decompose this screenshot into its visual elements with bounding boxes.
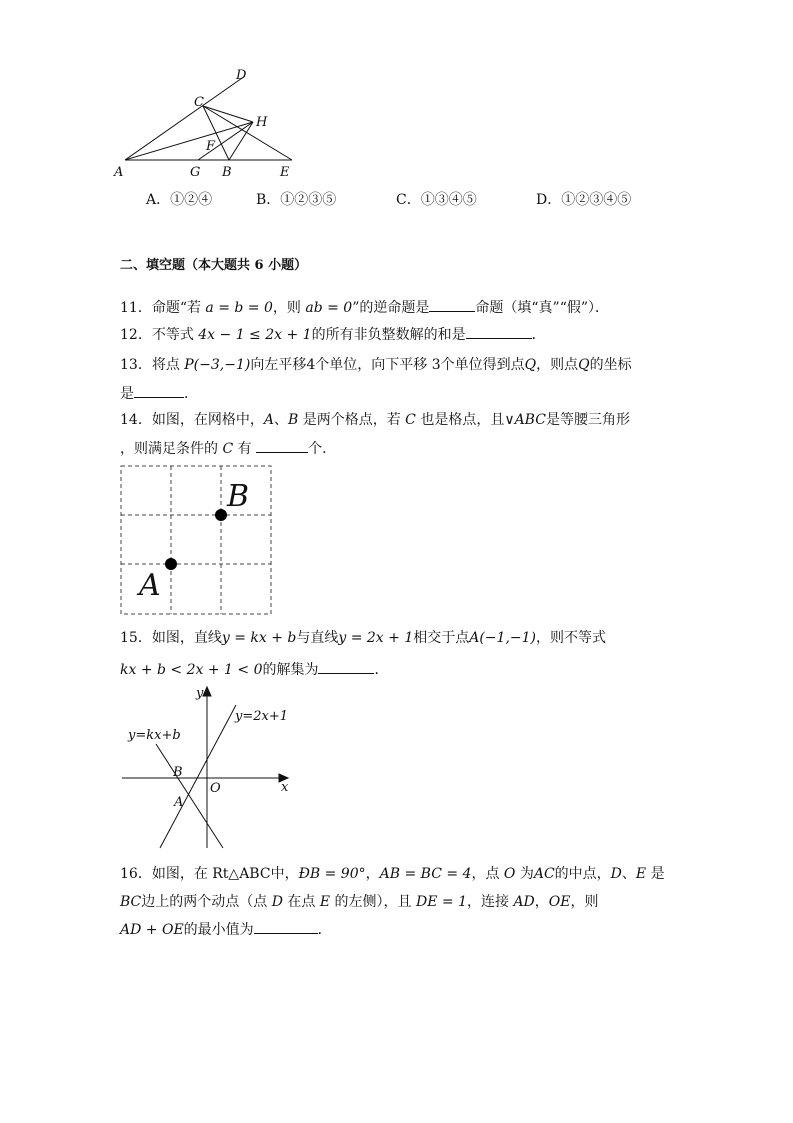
q10-geometry-figure <box>110 64 310 182</box>
line-2x-plus-1 <box>160 705 236 848</box>
section-heading: 二、填空题（本大题共 6 小题） <box>120 258 308 273</box>
y-axis-arrow <box>203 687 211 696</box>
question-16-line-1: 16．如图，在 Rt△ABC中，ÐB = 90°，AB = BC = 4，点 O 为AC的中点，D、E 是 <box>120 866 665 882</box>
axis-label-y: y <box>196 686 204 701</box>
point-a-dot <box>165 558 177 570</box>
point-b-label: B <box>173 765 183 780</box>
q14-grid-figure <box>119 464 273 616</box>
answer-blank-13[interactable] <box>134 383 184 398</box>
label-b: B <box>222 165 232 180</box>
question-16-line-2: BC边上的两个动点（点 D 在点 E 的左侧），且 DE = 1，连接 AD，OE，则 <box>120 894 599 910</box>
line-ah <box>125 122 253 160</box>
option-b[interactable]: B．①②③⑤ <box>256 192 337 208</box>
grid-label-a: A <box>139 568 161 603</box>
answer-blank-14[interactable] <box>256 438 308 453</box>
origin-label: O <box>210 781 221 796</box>
axis-label-x: x <box>281 780 289 795</box>
question-13-line-1: 13．将点 P(−3,−1)向左平移4个单位，向下平移 3个单位得到点Q，则点Q的坐标 <box>120 357 632 373</box>
option-a[interactable]: A．①②④ <box>146 192 213 208</box>
label-d: D <box>236 68 247 83</box>
label-a: A <box>114 165 124 180</box>
line-kx-plus-b <box>156 744 223 848</box>
question-15-line-2: kx + b < 2x + 1 < 0的解集为 ． <box>120 659 388 680</box>
q15-graph-figure <box>118 683 298 855</box>
answer-blank-12[interactable] <box>466 324 532 339</box>
question-11: 11．命题“若 a = b = 0，则 ab = 0”的逆命题是 命题（填“真”“假”）． <box>120 297 609 318</box>
grid-label-b: B <box>227 479 250 514</box>
line1-label: y=2x+1 <box>235 709 289 724</box>
label-f: F <box>206 139 216 154</box>
answer-blank-11[interactable] <box>429 297 475 312</box>
label-h: H <box>256 115 268 130</box>
question-16-line-3: AD + OE的最小值为 ． <box>120 919 332 940</box>
q10-options <box>146 189 631 209</box>
point-a-label: A <box>174 795 184 810</box>
answer-blank-16[interactable] <box>254 919 318 934</box>
option-d[interactable]: D．①②③④⑤ <box>536 192 632 208</box>
answer-blank-15[interactable] <box>318 659 374 674</box>
point-b-dot <box>215 509 227 521</box>
option-c[interactable]: C．①③④⑤ <box>396 192 477 208</box>
line-ad <box>125 76 245 160</box>
question-15-line-1: 15．如图，直线y = kx + b与直线y = 2x + 1相交于点A(−1,−1)，则不等式 <box>120 630 606 646</box>
question-14-line-2: ，则满足条件的 C 有 个． <box>120 438 336 459</box>
label-e: E <box>280 165 290 180</box>
label-c: C <box>194 95 204 110</box>
label-g: G <box>190 165 201 180</box>
line2-label: y=kx+b <box>128 728 181 743</box>
question-13-line-2: 是 ． <box>120 383 198 404</box>
line-ch <box>203 106 253 122</box>
question-14-line-1: 14．如图，在网格中，A、B 是两个格点，若 C 也是格点，且∨ABC是等腰三角形 <box>120 412 630 428</box>
question-12: 12．不等式 4x − 1 ≤ 2x + 1的所有非负整数解的和是 ． <box>120 324 546 345</box>
